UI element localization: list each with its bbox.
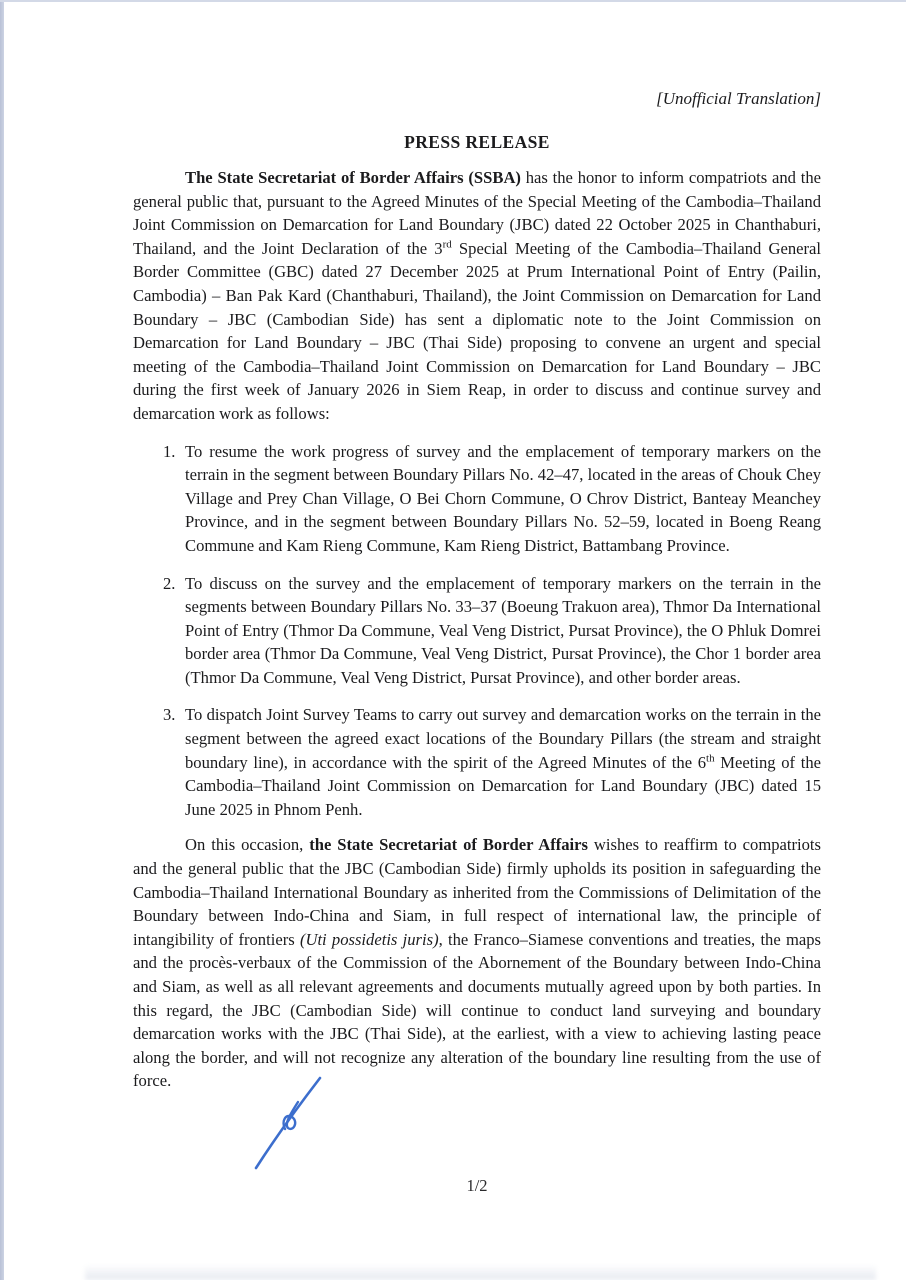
list-item-2-text: To discuss on the survey and the emplacement of temporary markers on the terrain in the segments between Boundary Pillars No. 33–37 (Boeung Trakuon area), Thmor Da International Point of Entry (Thmor Da Commune, Veal Veng District, Pursat Province), the O Phluk Domrei border area (Thmor Da Commune, Veal Veng District, Pursat Province), the Chor 1 border area (Thmor Da Commune, Veal Veng District, Pursat Province), and other border areas. (185, 573, 821, 687)
next-page-shadow (85, 1265, 876, 1280)
scan-left-edge (0, 0, 4, 1280)
list-item-1-text: To resume the work progress of survey and the emplacement of temporary markers on the terrain in the segment between Boundary Pillars No. 42–47, located in the areas of Chouk Chey Village and Prey Chan Village, O Bei Chorn Commune, O Chrov District, Banteay Meanchey Province, and in the segment between Boundary Pillars No. 52–59, located in Boeng Reang Commune and Kam Rieng Commune, Kam Rieng District, Battambang Province. (185, 441, 821, 555)
ssba-bold-lead: The State Secretariat of Border Affairs (SSBA) (185, 168, 521, 187)
list-item-3-text-a: To dispatch Joint Survey Teams to carry out survey and demarcation works on the terrain in the segment between the agreed exact locations of the Boundary Pillars (the stream and straight boundary line), in accordance with the spirit of the Agreed Minutes of the 6 (185, 705, 821, 772)
ssba-bold-mention: the State Secretariat of Border Affairs (309, 835, 588, 855)
list-item-2-number: 2. (163, 573, 176, 593)
closing-paragraph (133, 833, 821, 1093)
document-page (133, 0, 821, 1093)
list-item-1-number: 1. (163, 441, 176, 461)
translation-note: [Unofficial Translation] (656, 89, 821, 108)
opening-paragraph-text-a: has the honor to inform compatriots and the general public that, pursuant to the Agreed Minutes of the Special Meeting of the Cambodia–Thailand Joint Commission on Demarcation for Land Boundary (JBC) dated 22 October 2025 in Chanthaburi, Thailand, and the Joint Declaration of the 3 (133, 168, 821, 258)
page-number: 1/2 (466, 1176, 488, 1195)
list-item-3 (133, 703, 821, 821)
document-title: PRESS RELEASE (404, 132, 550, 152)
opening-paragraph (133, 166, 821, 426)
ordinal-superscript: rd (442, 238, 452, 251)
list-item-2 (133, 572, 821, 690)
closing-paragraph-text-a: On this occasion, (185, 835, 310, 855)
pen-signature-icon (246, 1072, 334, 1174)
opening-paragraph-text-b: Special Meeting of the Cambodia–Thailand General Border Committee (GBC) dated 27 December 2025 at Prum International Point of Entry (Pailin, Cambodia) – Ban Pak Kard (Chanthaburi, Thailand), the Joint Commission on Demarcation for Land Boundary – JBC (Cambodian Side) has sent a diplomatic note to the Joint Commission on Demarcation for Land Boundary – JBC (Thai Side) proposing to convene an urgent and special meeting of the Cambodia–Thailand Joint Commission on Demarcation for Land Boundary – JBC during the first week of January 2026 in Siem Reap, in order to discuss and continue survey and demarcation work as follows: (133, 238, 821, 423)
numbered-list (133, 440, 821, 822)
ordinal-superscript: th (706, 752, 715, 765)
closing-paragraph-text-b: wishes to reaffirm to compatriots and the general public that the JBC (Cambodian Side) firmly upholds its position in safeguarding the Cambodia–Thailand International Boundary as inherited from the Commissions of Delimitation of the Boundary between Indo-China and Siam, in full respect of international law, the principle of intangibility of frontiers (133, 835, 822, 949)
latin-phrase-italic: (Uti possidetis juris) (299, 929, 439, 949)
list-item-3-number: 3. (163, 705, 176, 725)
list-item-3-text-b: Meeting of the Cambodia–Thailand Joint Commission on Demarcation for Land Boundary (JBC) dated 15 June 2025 in Phnom Penh. (185, 752, 821, 819)
closing-paragraph-text-c: , the Franco–Siamese conventions and treaties, the maps and the procès-verbaux of the Commission of the Abornement of the Boundary between Indo-China and Siam, as well as all relevant agreements and documents mutually agreed upon by both parties. In this regard, the JBC (Cambodian Side) will continue to conduct land surveying and boundary demarcation works with the JBC (Thai Side), at the earliest, with a view to achieving lasting peace along the border, and will not recognize any alteration of the boundary line resulting from the use of force. (133, 929, 822, 1091)
list-item-1 (133, 440, 821, 558)
